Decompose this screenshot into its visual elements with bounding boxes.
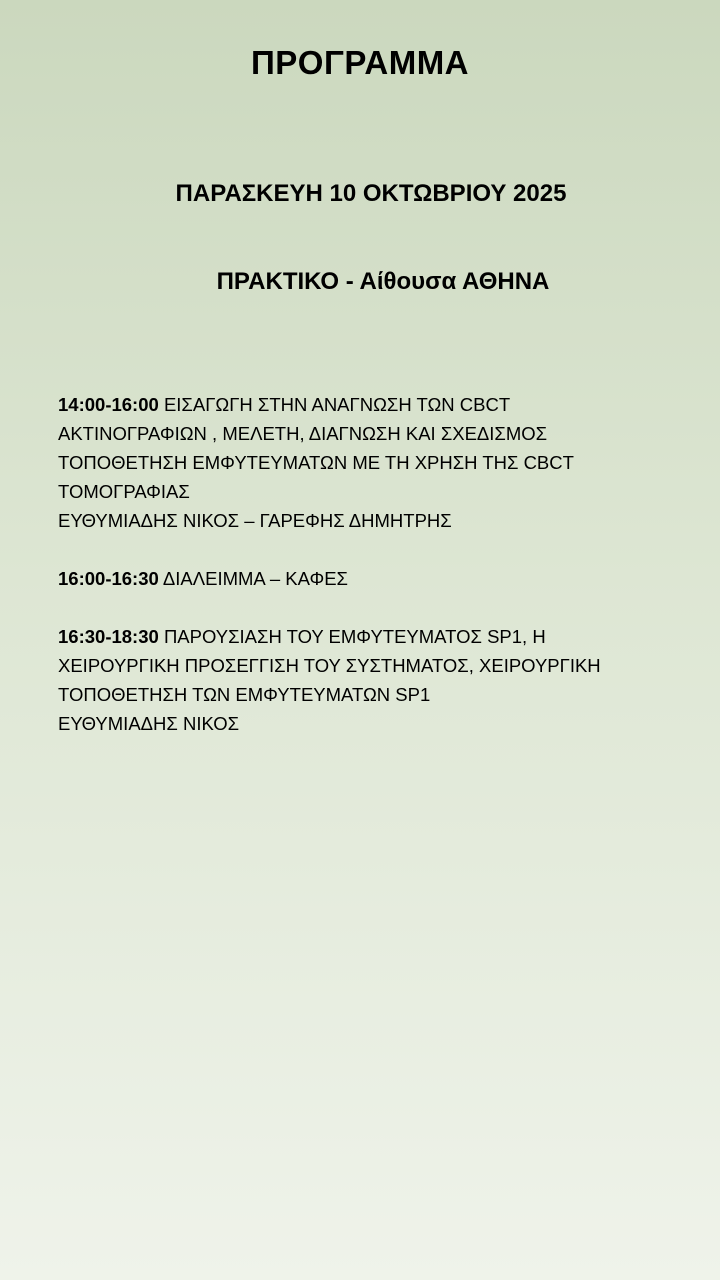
schedule-item [58,564,698,593]
schedule-time: 14:00-16:00 [58,394,159,415]
event-date: ΠΑΡΑΣΚΕΥΗ 10 ΟΚΤΩΒΡΙΟΥ 2025 [175,180,567,207]
schedule-item-line [58,622,698,651]
schedule-text: ΑΚΤΙΝΟΓΡΑΦΙΩΝ , ΜΕΛΕΤΗ, ΔΙΑΓΝΩΣΗ ΚΑΙ ΣΧΕΔΙΣΜΟΣ [58,423,548,444]
schedule-time: 16:00-16:30 [58,568,159,589]
page-title: ΠΡΟΓΡΑΜΜΑ [250,44,470,81]
schedule-item-line [58,390,698,419]
schedule-text: ΕΙΣΑΓΩΓΗ ΣΤΗΝ ΑΝΑΓΝΩΣΗ ΤΩΝ CBCT [163,394,511,415]
schedule-item [58,390,698,535]
schedule [58,390,698,767]
schedule-text: ΤΟΠΟΘΕΤΗΣΗ ΤΩΝ ΕΜΦΥΤΕΥΜΑΤΩΝ SP1 [58,684,431,705]
schedule-text: ΔΙΑΛΕΙΜΜΑ – ΚΑΦΕΣ [162,568,348,589]
schedule-text: ΤΟΜΟΓΡΑΦΙΑΣ [58,481,190,502]
schedule-text: ΧΕΙΡΟΥΡΓΙΚΗ ΠΡΟΣΕΓΓΙΣΗ ΤΟΥ ΣΥΣΤΗΜΑΤΟΣ, ΧΕΙΡΟΥΡΓΙΚΗ [58,655,601,676]
session-title: ΠΡΑΚΤΙΚΟ - Αίθουσα ΑΘΗΝΑ [216,268,550,295]
schedule-time: 16:30-18:30 [58,626,159,647]
schedule-item-line [58,564,698,593]
schedule-item [58,622,698,738]
schedule-speakers: ΕΥΘΥΜΙΑΔΗΣ ΝΙΚΟΣ – ΓΑΡΕΦΗΣ ΔΗΜΗΤΡΗΣ [58,510,452,531]
schedule-text: ΠΑΡΟΥΣΙΑΣΗ ΤΟΥ ΕΜΦΥΤΕΥΜΑΤΟΣ SP1, Η [163,626,546,647]
schedule-text: ΤΟΠΟΘΕΤΗΣΗ ΕΜΦΥΤΕΥΜΑΤΩΝ ΜΕ ΤΗ ΧΡΗΣΗ ΤΗΣ CBCT [58,452,574,473]
schedule-speakers: ΕΥΘΥΜΙΑΔΗΣ ΝΙΚΟΣ [58,713,240,734]
